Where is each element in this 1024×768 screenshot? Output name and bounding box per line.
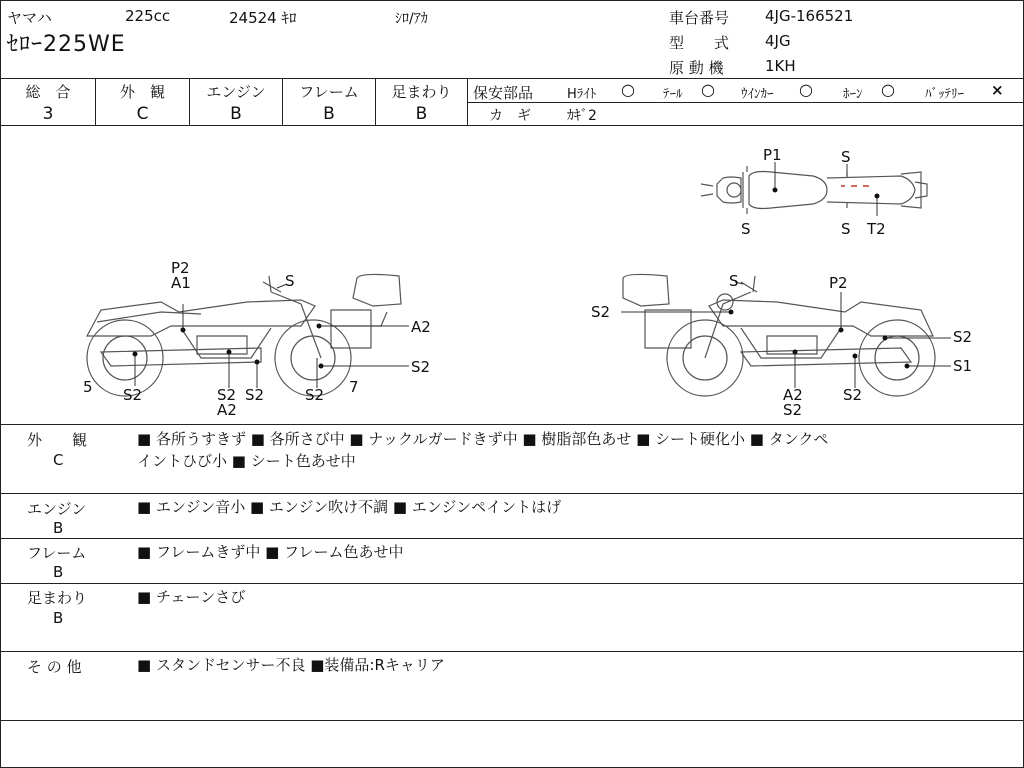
key-label: カ ギ [489, 108, 531, 124]
horn-status: ○ [881, 80, 895, 99]
remark-other-text: ■ スタンドセンサー不良 ■装備品:Rキャリア [137, 656, 445, 674]
tail-status: ○ [701, 80, 715, 99]
right-side-motorcycle [623, 274, 935, 396]
key-count: ｶｷﾞ2 [567, 108, 597, 124]
right-label-s2-mid: S2 [843, 386, 863, 404]
grade-suspension [376, 79, 467, 125]
damage-diagram [1, 126, 1023, 424]
model-type: 4JG [765, 32, 791, 50]
grade-suspension-value: B [415, 104, 428, 124]
grade-engine [190, 79, 282, 125]
divider [1, 424, 1023, 425]
divider [1, 493, 1023, 494]
grade-suspension-label: 足まわり [391, 83, 452, 101]
engine-code-label: 原 動 機 [669, 59, 724, 77]
divider [1, 720, 1023, 721]
remark-suspension-grade: B [53, 609, 64, 627]
grade-engine-label: エンジン [206, 83, 266, 101]
left-label-s2-a: S2 [217, 386, 237, 404]
divider [467, 102, 1023, 103]
headlight-label: Hﾗｲﾄ [567, 87, 597, 102]
top-label-t2: T2 [867, 220, 886, 238]
right-label-s: S [729, 272, 739, 290]
grade-frame [283, 79, 375, 125]
left-label-s: S [285, 272, 295, 290]
grade-exterior [96, 79, 189, 125]
left-label-a2: A2 [411, 318, 431, 336]
left-label-5: 5 [83, 378, 93, 396]
winker-label: ｳｲﾝｶｰ [741, 87, 774, 102]
color: ｼﾛ/ｱｶ [395, 11, 428, 27]
divider [1, 651, 1023, 652]
remark-exterior-grade: C [53, 451, 64, 469]
top-label-s-left: S [741, 220, 751, 238]
frame-number-label: 車台番号 [669, 9, 730, 27]
grade-engine-value: B [230, 104, 242, 124]
mileage: 24524 ｷﾛ [229, 9, 297, 27]
top-label-p1: P1 [763, 146, 782, 164]
headlight-status: ○ [621, 80, 635, 99]
left-label-s2-b: S2 [245, 386, 265, 404]
remark-frame-label: フレーム [27, 544, 87, 562]
remark-frame-text: ■ フレームきず中 ■ フレーム色あせ中 [137, 543, 404, 561]
engine-code: 1KH [765, 57, 796, 75]
grade-overall-value: 3 [42, 104, 54, 124]
remark-other-label: そ の 他 [27, 658, 82, 676]
grade-exterior-label: 外 観 [119, 83, 165, 101]
left-label-a2-b: A2 [217, 401, 237, 419]
remark-engine-grade: B [53, 519, 64, 537]
top-label-s-top: S [841, 148, 851, 166]
right-label-s2-low: S2 [783, 401, 803, 419]
remark-engine-text: ■ エンジン音小 ■ エンジン吹け不調 ■ エンジンペイントはげ [137, 498, 562, 516]
maker: ヤマハ [7, 9, 52, 27]
model-type-label: 型 式 [669, 34, 730, 52]
left-label-a1: A1 [171, 274, 191, 292]
grade-overall [1, 79, 95, 125]
tail-label: ﾃｰﾙ [663, 87, 683, 102]
horn-label: ﾎｰﾝ [843, 87, 863, 102]
displacement: 225cc [125, 7, 171, 25]
remark-engine-label: エンジン [27, 500, 87, 518]
top-view-motorcycle [701, 166, 927, 214]
top-label-s-right: S [841, 220, 851, 238]
left-label-7: 7 [349, 378, 359, 396]
remark-exterior-label: 外 観 [27, 431, 88, 449]
right-label-s2-left: S2 [591, 303, 611, 321]
right-label-s2-rear: S2 [953, 328, 973, 346]
grade-overall-label: 総 合 [25, 83, 71, 101]
grade-frame-value: B [323, 104, 335, 124]
left-label-s2-rear: S2 [123, 386, 143, 404]
right-label-a2: A2 [783, 386, 803, 404]
left-label-s2-right: S2 [411, 358, 431, 376]
winker-status: ○ [799, 80, 813, 99]
battery-label: ﾊﾞｯﾃﾘｰ [925, 87, 964, 102]
grade-exterior-value: C [136, 104, 149, 124]
grade-frame-label: フレーム [299, 83, 359, 101]
divider [1, 538, 1023, 539]
model-name: ｾﾛｰ225WE [7, 32, 126, 57]
remark-suspension-label: 足まわり [27, 589, 88, 607]
right-label-p2: P2 [829, 274, 848, 292]
remark-frame-grade: B [53, 563, 64, 581]
left-label-p2: P2 [171, 259, 190, 277]
right-label-s1: S1 [953, 357, 973, 375]
divider [1, 583, 1023, 584]
left-label-s2-front: S2 [305, 386, 325, 404]
remark-suspension-text: ■ チェーンさび [137, 588, 246, 606]
safety-parts-title: 保安部品 [473, 84, 534, 102]
remark-exterior-text: ■ 各所うすきず ■ 各所さび中 ■ ナックルガードきず中 ■ 樹脂部色あせ ■ シート硬化小 ■ タンクペ イントひび小 ■ シート色あせ中 [137, 430, 829, 470]
battery-status: × [991, 81, 1004, 99]
frame-number: 4JG-166521 [765, 7, 854, 25]
